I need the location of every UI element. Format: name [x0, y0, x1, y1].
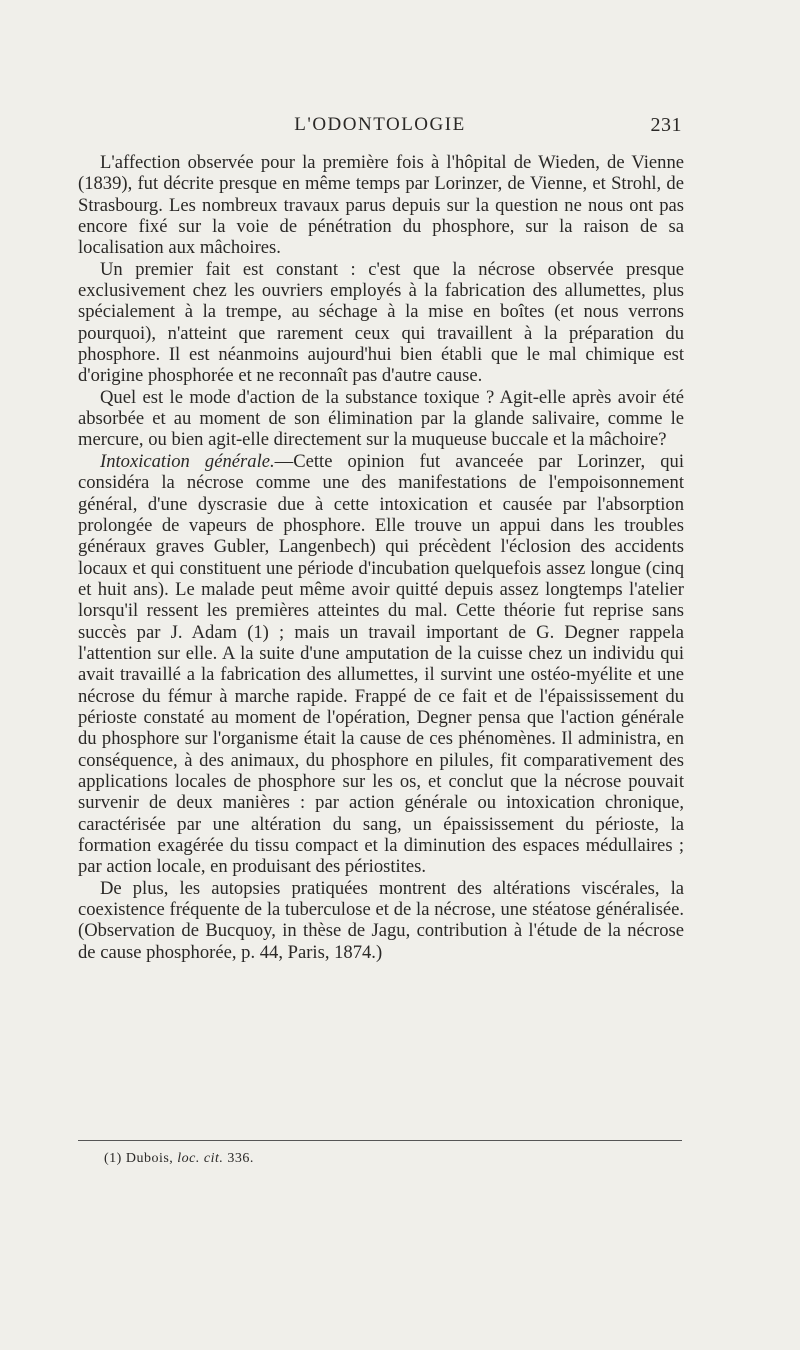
- paragraph: [78, 259, 684, 387]
- paragraph-text: —Cette opinion fut avanceée par Lorinzer, qui considéra la nécrose comme une des manifestations de l'empoisonnement général, d'une dyscrasie due à cette intoxication et causée par l'absorption prolongée de vapeurs de phosphore. Elle trouve un appui dans les troubles généraux graves Gubler, Langenbech) qui précèdent l'éclosion des accidents locaux et qui constituent une période d'incubation quelquefois assez longue (cinq et huit ans). Le malade peut même avoir quitté depuis assez longtemps l'atelier lorsqu'il ressent les premières atteintes du mal. Cette théorie fut reprise sans succès par J. Adam (1) ; mais un travail important de G. Degner rappela l'attention sur elle. A la suite d'une amputation de la cuisse chez un individu qui avait travaillé a la fabrication des allumettes, il survint une ostéo-myélite et une nécrose du fémur à marche rapide. Frappé de ce fait et de l'épaississement du périoste constaté au moment de l'opération, Degner pensa que l'action générale du phosphore sur l'organisme était la cause de ces phénomènes. Il administra, en conséquence, à des animaux, du phosphore en pilules, fit comparativement des applications locales de phosphore sur les os, et conclut que la nécrose pouvait survenir de deux manières : par action générale ou intoxication chronique, caractérisée par une altération du sang, un épaississement du périoste, la formation exagérée du tissu compact et la diminution des espaces médullaires ; par action locale, en produisant des périostites.: [78, 450, 684, 878]
- page-number: 231: [650, 114, 682, 136]
- footnote-marker: (1): [104, 1151, 122, 1166]
- paragraph: [78, 387, 684, 451]
- paragraph: [78, 451, 684, 878]
- paragraph-text: De plus, les autopsies pratiquées montrent des altérations viscérales, la coexistence fréquente de la tuberculose et de la nécrose, une stéatose généralisée. (Observation de Bucquoy, in thèse de Jagu, contribution à l'étude de la nécrose de cause phosphorée, p. 44, Paris, 1874.): [78, 877, 684, 963]
- footnote-page: 336.: [227, 1151, 254, 1166]
- paragraph: [78, 152, 684, 259]
- paragraph-text: Quel est le mode d'action de la substance toxique ? Agit-elle après avoir été absorbée et au moment de son élimination par la glande salivaire, comme le mercure, ou bien agit-elle directement sur la muqueuse buccale et la mâchoire?: [78, 386, 684, 451]
- body-text: [78, 152, 684, 963]
- paragraph: [78, 878, 684, 963]
- footnote-divider: [78, 1140, 682, 1141]
- paragraph-text: L'affection observée pour la première fois à l'hôpital de Wieden, de Vienne (1839), fut décrite presque en même temps par Lorinzer, de Vienne, et Strohl, de Strasbourg. Les nombreux travaux parus depuis sur la question ne nous ont pas encore fixé sur la voie de pénétration du phosphore, sur la raison de sa localisation aux mâchoires.: [78, 152, 684, 259]
- running-header: [78, 114, 682, 142]
- footnote: [104, 1151, 254, 1167]
- paragraph-text: Un premier fait est constant : c'est que la nécrose observée presque exclusivement chez les ouvriers employés à la fabrication des allumettes, plus spécialement à la trempe, au séchage à la mise en boîtes (et nous verrons pourquoi), n'atteint que rarement ceux qui travaillent à la préparation du phosphore. Il est néanmoins aujourd'hui bien établi que le mal chimique est d'origine phosphorée et ne reconnaît pas d'autre cause.: [78, 258, 684, 387]
- running-title: L'ODONTOLOGIE: [294, 114, 466, 135]
- footnote-author: Dubois,: [125, 1151, 174, 1166]
- footnote-reference: loc. cit.: [177, 1151, 224, 1166]
- section-lead-in: Intoxication générale.: [100, 450, 275, 472]
